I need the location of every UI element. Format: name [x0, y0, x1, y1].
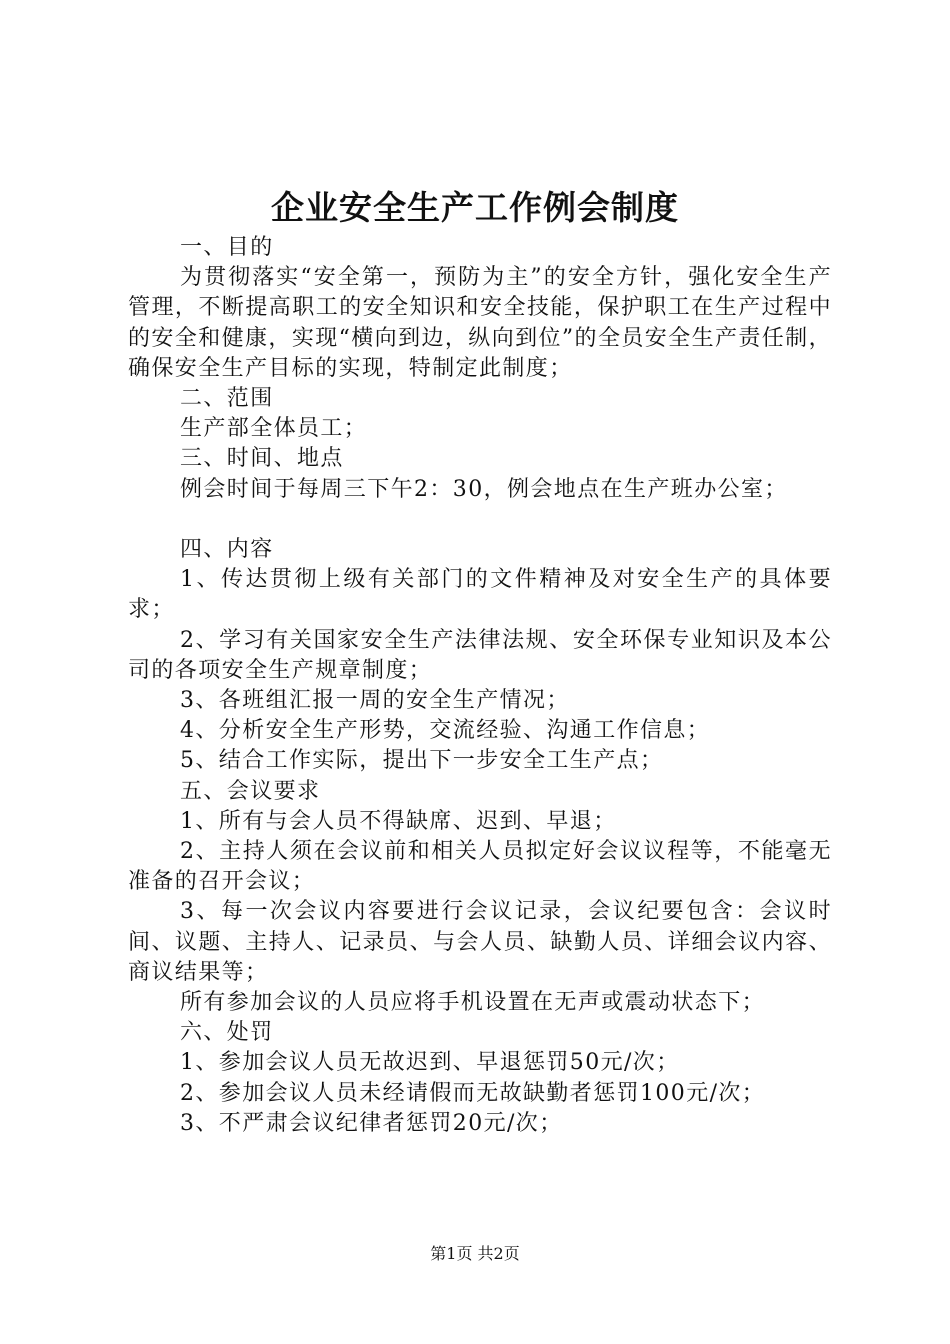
section-heading-penalties: 六、处罚 — [180, 1020, 274, 1046]
list-item: 4、分析安全生产形势，交流经验、沟通工作信息； — [180, 718, 711, 744]
page-footer: 第1页 共2页 — [430, 1244, 520, 1263]
list-item: 2、主持人须在会议前和相关人员拟定好会议议程等，不能毫无准备的召开会议； — [128, 839, 832, 895]
document-body — [128, 233, 832, 1139]
list-item: 3、不严肃会议纪律者惩罚20元/次； — [180, 1110, 563, 1136]
list-item: 1、传达贯彻上级有关部门的文件精神及对安全生产的具体要求； — [128, 567, 832, 623]
blank-line — [128, 505, 832, 535]
section-heading-content: 四、内容 — [180, 537, 274, 563]
paragraph-scope: 生产部全体员工； — [180, 416, 368, 442]
list-item: 2、学习有关国家安全生产法律法规、安全环保专业知识及本公司的各项安全生产规章制度； — [128, 627, 832, 683]
section-heading-scope: 二、范围 — [180, 386, 274, 412]
section-heading-purpose: 一、目的 — [180, 235, 274, 260]
list-item: 3、每一次会议内容要进行会议记录，会议纪要包含：会议时间、议题、主持人、记录员、与会人员、缺勤人员、详细会议内容、商议结果等； — [128, 899, 832, 985]
list-item: 3、各班组汇报一周的安全生产情况； — [180, 688, 570, 714]
section-heading-time-place: 三、时间、地点 — [180, 446, 344, 472]
paragraph-time-place: 例会时间于每周三下午2：30，例会地点在生产班办公室； — [180, 476, 788, 502]
paragraph-purpose: 为贯彻落实“安全第一，预防为主”的安全方针，强化安全生产管理，不断提高职工的安全知识和安全技能，保护职工在生产过程中的安全和健康，实现“横向到边，纵向到位”的全员安全生产责任制，确保安全生产目标的实现，特制定此制度； — [128, 265, 832, 381]
list-item: 2、参加会议人员未经请假而无故缺勤者惩罚100元/次； — [180, 1080, 766, 1106]
list-item: 1、所有与会人员不得缺席、迟到、早退； — [180, 808, 617, 834]
document-title: 企业安全生产工作例会制度 — [271, 188, 679, 227]
list-item: 1、参加会议人员无故迟到、早退惩罚50元/次； — [180, 1050, 680, 1076]
paragraph-phone-rule: 所有参加会议的人员应将手机设置在无声或震动状态下； — [180, 990, 766, 1016]
section-heading-requirements: 五、会议要求 — [180, 778, 321, 804]
list-item: 5、结合工作实际，提出下一步安全工生产点； — [180, 748, 664, 774]
